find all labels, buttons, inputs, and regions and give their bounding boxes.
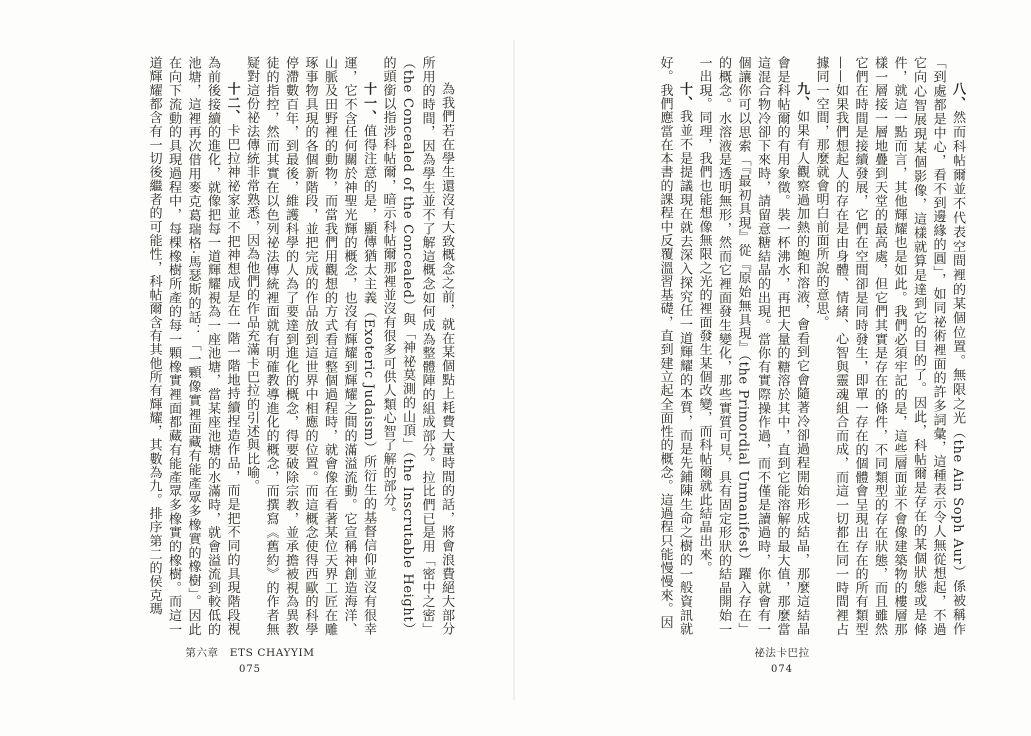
paragraph-number: 十、 xyxy=(677,82,692,110)
right-page-footer xyxy=(682,646,882,677)
paragraph-number: 十一、 xyxy=(361,82,376,124)
paragraph-text: 我並不是提議現在就去深入探究任一道輝耀的本質，而是先鋪陳生命之樹的一般資訊就好。我們應當在本書的課程中反覆溫習基礎，直到建立起全面性的概念。這過程只能慢慢來。因 xyxy=(657,56,692,636)
right-page-body xyxy=(572,56,967,636)
paragraph-text: 然而科帖爾並不代表空間裡的某個位置。無限之光（the Ain Soph Aur）係被稱作「到處都是中心，看不到邊緣的圓」，如同祕術裡面的許多詞彙，這種表示令人無從想起，不過它向心智展現某個影像，這樣就算是達到它的目的了。因此，科帖爾是存在的某個狀態或是條件，就這一點而言，其他輝耀也是如此。我們必須牢記的是，這些層面並不會像建築物的樓層那樣一層接一層地疊到天堂的最高處，但它們其實是存在的條件，不同類型的存在狀態，而且雖然它們在時間是接續發展，它們在空間卻是同時發生，即單一存在的個體會呈現出存在的所有類型——如果我們想起人的存在是由身體、情緒、心智與靈魂組合而成，而這一切都在同一時間裡占據同一空間，那麼就會明白前面所說的意思。 xyxy=(813,56,965,636)
paragraph-text: 為我們若在學生還沒有大致概念之前，就在某個點上耗費大量時間的話，將會浪費絕大部分所用的時間，因為學生並不了解這概念如何成為整體陣的組成部分。拉比們已是用「密中之密」（the Concealed of the Concealed）與「神祕莫測的山頂」（the Inscrutable Height）的頭銜以指涉科帖爾，暗示科帖爾那裡並沒有很多可供人類心智了解的部分。 xyxy=(380,56,454,636)
paragraph xyxy=(144,56,242,636)
page-number: 074 xyxy=(770,664,794,675)
paragraph xyxy=(811,56,967,636)
gutter-shadow xyxy=(513,40,515,700)
paragraph-text: 值得注意的是，顯傳猶太主義（Exoteric Judaism）所衍生的基督信仰並沒有很幸運，它不含任何關於神聖光輝的概念，也沒有輝耀到輝耀之間的滿溢流動。它宣稱神創造海洋、山脈及田野裡的動物，而當我們用觀想的方式看這整個過程時，就會像在看著某位天界工匠在雕琢事物具現的各個新階段，並把完成的作品放到這世界中相應的位置。而這概念使得西歐的科學停滯數百年，到最後，維護科學的人為了要達到進化的概念，得要破除宗教，並承擔被視為異教徒的指控，然而其實在以色列祕法傳統裡面就有明確教導進化的概念，而撰寫《舊約》的作者無疑對這份祕法傳統非常熟悉，因為他們的作品充滿卡巴拉的引述與比喻。 xyxy=(244,56,376,636)
paragraph-number: 九、 xyxy=(794,82,809,110)
left-page-footer xyxy=(150,646,350,677)
running-head: 祕法卡巴拉 xyxy=(754,647,810,659)
running-head: 第六章 ETS CHAYYIM xyxy=(185,647,315,659)
paragraph xyxy=(242,56,379,636)
paragraph-text: 如果有人觀察過加熱的飽和溶液，會看到它會隨著冷卻過程開始形成結晶，那麼這結晶會是科帖爾的有用象徵。裝一杯沸水，再把大量的糖溶於其中，直到它能溶解的最大值，那麼當這混合物冷卻下來時，請留意糖結晶的出現。當你有實際操作過，而不僅是讀過時，你就會有一個讓你可以思索「『最初具現』從『原始無具現』（the Primordial Unmanifest）躍入存在」的概念。水溶液是透明無形，然而它裡面發生變化，那些實質可見，具有固定形狀的結晶開始一一出現。同理，我們也能想像無限之光的裡面發生某個改變，而科帖爾就此結晶出來。 xyxy=(696,56,809,636)
page-number: 075 xyxy=(238,664,262,675)
left-page xyxy=(0,0,515,736)
paragraph-number: 十二、 xyxy=(224,82,240,124)
left-page-body xyxy=(88,56,456,636)
paragraph xyxy=(378,56,456,636)
paragraph xyxy=(655,56,694,636)
paragraph-number: 八、 xyxy=(950,82,965,111)
paragraph xyxy=(694,56,811,636)
paragraph-text: 卡巴拉神祕家並不把神想成是在一階一階地持續捏造作品，而是把不同的具現階段視為前後接續的進化，就像把每一道輝耀視為一座池塘，當某座池塘的水滿時，就會溢流到較低的池塘，這裡再次借用麥克葛瑞格·馬瑟斯的話：「一顆像實裡面藏有能產眾多橡實的橡樹」。因此在向下流動的具現過程中，每棵橡樹所產的每一顆橡實裡面都藏有能產眾多橡實的橡樹。而這一道輝耀都含有一切後繼者的可能性，科帖爾含有其他所有輝耀，其數為九。排序第二的侯克瑪 xyxy=(146,56,240,636)
right-page xyxy=(516,0,1031,736)
